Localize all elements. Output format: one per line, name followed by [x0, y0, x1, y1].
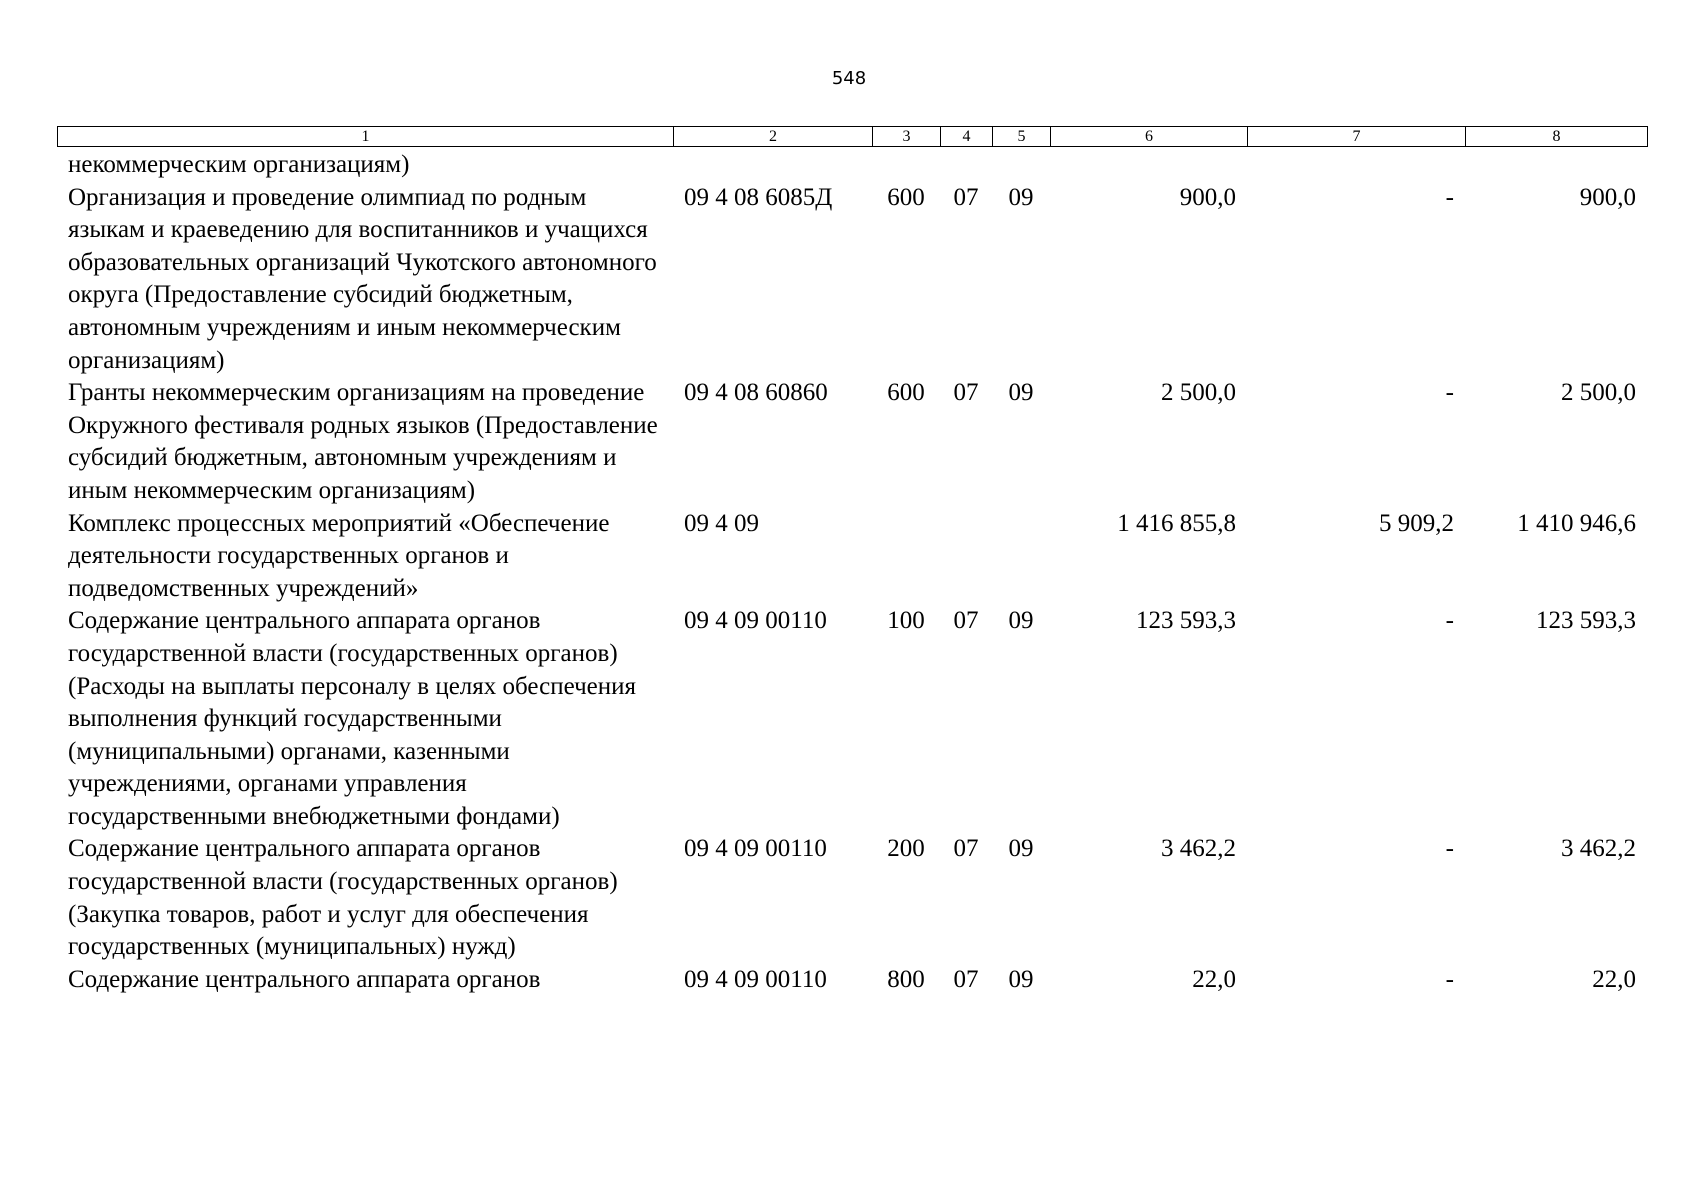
row-section	[940, 149, 992, 182]
column-header-6: 6	[1051, 127, 1248, 147]
row-value-6: 3 462,2	[1161, 835, 1236, 863]
row-value-7	[1247, 149, 1465, 182]
row-expense-type	[872, 149, 940, 182]
row-code: 09 4 09 00110	[684, 965, 827, 993]
row-section: 07	[953, 607, 979, 635]
row-expense-type: 200	[887, 835, 925, 863]
row-code: 09 4 08 60860	[684, 379, 828, 407]
row-section: 07	[953, 379, 979, 407]
column-header-row	[58, 127, 1648, 147]
row-value-7: -	[1445, 607, 1454, 635]
column-header-3: 3	[873, 127, 941, 147]
row-value-8: 3 462,2	[1561, 835, 1636, 863]
column-header-7: 7	[1248, 127, 1466, 147]
row-subsection: 09	[1008, 183, 1034, 211]
row-expense-type: 100	[887, 607, 925, 635]
row-name: Организация и проведение олимпиад по родным языкам и краеведению для воспитанников и учащихся образовательных организаций Чукотского автономного округа (Предоставление субсидий бюджетным, автономным учреждениям и иным некоммерческим организациям)	[68, 183, 657, 374]
column-header-table	[57, 126, 1648, 147]
row-subsection: 09	[1008, 965, 1034, 993]
row-value-8: 123 593,3	[1536, 607, 1636, 635]
row-value-6: 123 593,3	[1136, 607, 1236, 635]
row-section: 07	[953, 183, 979, 211]
row-name: Содержание центрального аппарата органов	[68, 965, 541, 993]
row-code: 09 4 09	[684, 509, 759, 537]
row-name: Содержание центрального аппарата органов государственной власти (государственных органов) (Закупка товаров, работ и услуг для обеспечения государственных (муниципальных) нужд)	[68, 835, 618, 961]
row-name: некоммерческим организациям)	[68, 151, 410, 178]
row-expense-type: 800	[887, 965, 925, 993]
row-value-7: -	[1445, 183, 1454, 211]
row-section: 07	[953, 835, 979, 863]
row-value-6: 1 416 855,8	[1117, 509, 1236, 537]
row-value-8	[1465, 149, 1647, 182]
row-subsection	[992, 149, 1050, 182]
row-value-7: -	[1445, 835, 1454, 863]
row-name: Комплекс процессных мероприятий «Обеспечение деятельности государственных органов и подведомственных учреждений»	[68, 509, 610, 602]
row-name: Гранты некоммерческим организациям на проведение Окружного фестиваля родных языков (Предоставление субсидий бюджетным, автономным учреждениям и иным некоммерческим организациям)	[68, 379, 658, 504]
page-number: 548	[831, 68, 867, 89]
row-expense-type	[872, 508, 940, 606]
row-code: 09 4 09 00110	[684, 835, 827, 863]
row-value-7: -	[1445, 379, 1454, 407]
row-section	[940, 508, 992, 606]
row-value-7: 5 909,2	[1379, 509, 1454, 537]
row-name: Содержание центрального аппарата органов государственной власти (государственных органов) (Расходы на выплаты персоналу в целях обеспечения выполнения функций государственными (муниципальными) органами, казенными учреждениями, органами управления государственными внебюджетными фондами)	[68, 607, 637, 830]
row-value-8: 22,0	[1592, 965, 1636, 993]
column-header-5: 5	[993, 127, 1051, 147]
table-row	[57, 964, 1647, 997]
row-expense-type: 600	[887, 183, 925, 211]
table-row	[57, 182, 1647, 378]
row-expense-type: 600	[887, 379, 925, 407]
table-row	[57, 377, 1647, 507]
row-value-6	[1050, 149, 1247, 182]
row-value-8: 2 500,0	[1561, 379, 1636, 407]
column-header-2: 2	[674, 127, 873, 147]
table-row	[57, 508, 1647, 606]
table-row	[57, 149, 1647, 182]
row-subsection: 09	[1008, 379, 1034, 407]
row-value-7: -	[1445, 965, 1454, 993]
column-header-8: 8	[1466, 127, 1648, 147]
row-value-6: 2 500,0	[1161, 379, 1236, 407]
row-subsection: 09	[1008, 607, 1034, 635]
budget-table	[57, 149, 1647, 996]
row-subsection: 09	[1008, 835, 1034, 863]
row-section: 07	[953, 965, 979, 993]
row-value-6: 22,0	[1192, 965, 1236, 993]
row-code: 09 4 09 00110	[684, 607, 827, 635]
row-value-8: 1 410 946,6	[1517, 509, 1636, 537]
row-value-6: 900,0	[1179, 183, 1236, 211]
table-row	[57, 605, 1647, 833]
table-row	[57, 833, 1647, 963]
row-code	[673, 149, 872, 182]
column-header-1: 1	[58, 127, 674, 147]
column-header-4: 4	[941, 127, 993, 147]
row-value-8: 900,0	[1579, 183, 1636, 211]
row-subsection	[992, 508, 1050, 606]
row-code: 09 4 08 6085Д	[684, 183, 833, 211]
